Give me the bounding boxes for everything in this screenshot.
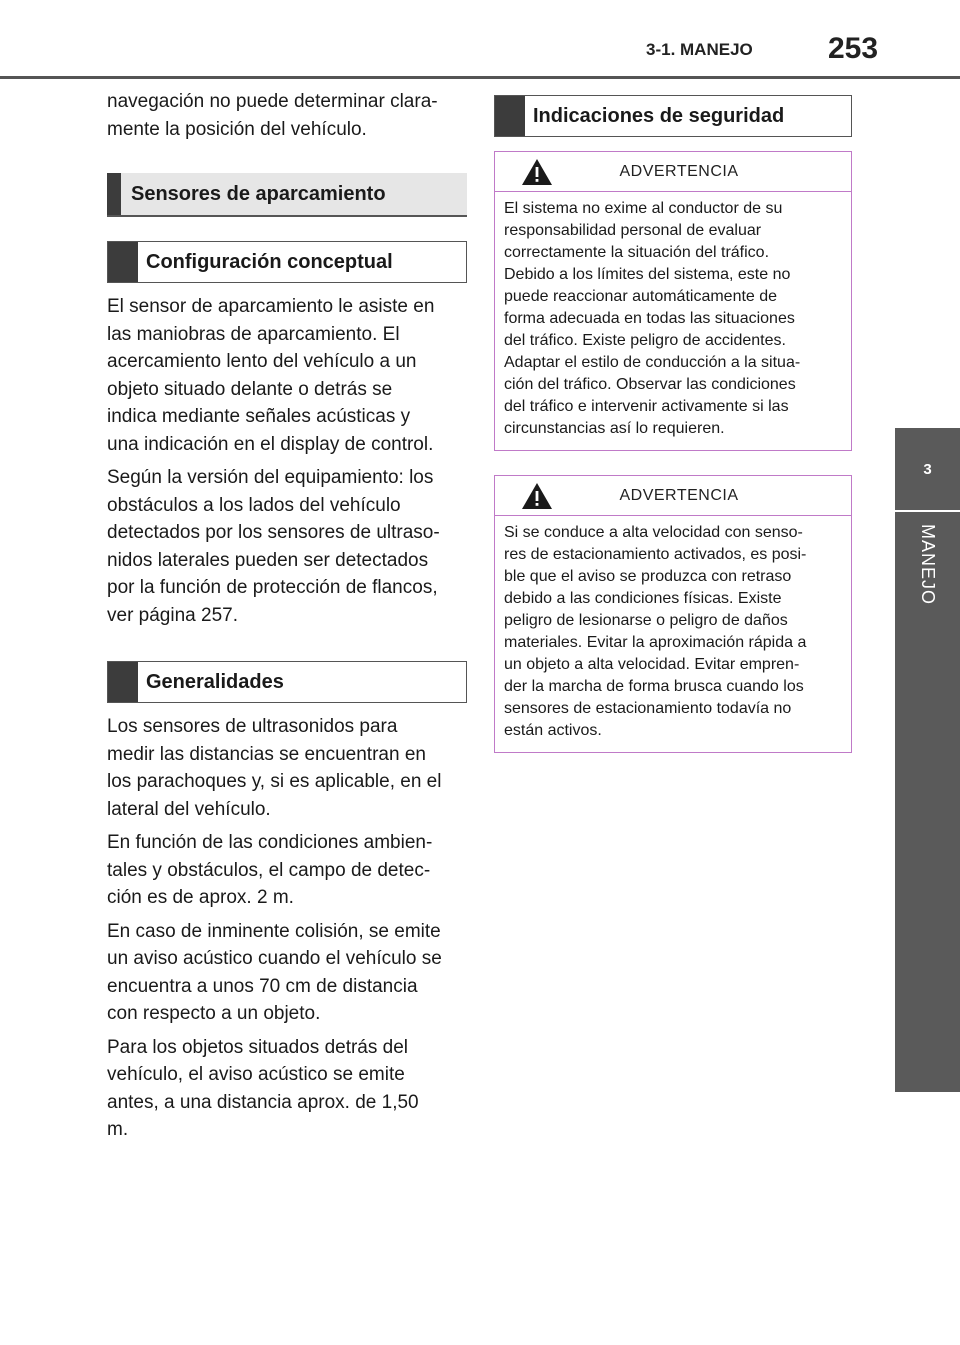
warning-box (494, 475, 852, 753)
subheading-text: Generalidades (146, 670, 284, 693)
paragraph: Para los objetos situados detrás del vehículo, el aviso acústico se emite antes, a una distancia aprox. de 1,50 m. (107, 1036, 419, 1140)
paragraph: En caso de inminente colisión, se emite un aviso acústico cuando el vehículo se encuentra a unos 70 cm de distancia con respecto a un objeto. (107, 920, 442, 1024)
page-number: 253 (828, 32, 879, 65)
header-rule (0, 76, 960, 79)
left-column (107, 88, 467, 1150)
subheading-text: Configuración conceptual (146, 250, 393, 273)
warning-box (494, 151, 852, 451)
intro-paragraph: navegación no puede determinar clara- mente la posición del vehículo. (107, 91, 438, 140)
subheading-indicaciones (494, 95, 852, 137)
section-heading (107, 173, 467, 217)
paragraph: Según la versión del equipamiento: los obstáculos a los lados del vehículo detectados por los sensores de ultraso- nidos laterales pueden ser detectados por la función de protección de flancos, ver página 257. (107, 467, 440, 626)
warning-text: Si se conduce a alta velocidad con senso- res de estacionamiento activados, es posi- ble que el aviso se produzca con retraso debido a las condiciones físicas. Existe peligro de lesionarse o peligro de daños materiales. Evitar la aproximación rápida a un objeto a alta velocidad. Evitar empren- der la marcha de forma brusca cuando los sensores de estacionamiento todavía no están activos. (504, 524, 807, 739)
warning-label: ADVERTENCIA (619, 162, 739, 180)
section-heading-text: Sensores de aparcamiento (131, 182, 386, 205)
warning-triangle-icon (521, 158, 553, 186)
chapter-tab-label-text: MANEJO (918, 524, 938, 606)
warning-label: ADVERTENCIA (619, 486, 739, 504)
paragraph: Los sensores de ultrasonidos para medir las distancias se encuentran en los parachoques y, si es aplicable, en el lateral del vehículo. (107, 716, 442, 820)
warning-text: El sistema no exime al conductor de su responsabilidad personal de evaluar correctamente la situación del tráfico. Debido a los límites del sistema, este no puede reaccionar automáticamente de forma adecuada en todas las situaciones del tráfico. Existe peligro de accidentes. Adaptar el estilo de conducción a la situa- ción del tráfico. Observar las condiciones del tráfico e intervenir activamente si las circunstancias así lo requieren. (504, 200, 801, 437)
warning-header (495, 152, 851, 192)
header-section-title: 3-1. MANEJO (646, 40, 753, 59)
subheading-bar (495, 96, 525, 136)
subheading-generalidades (107, 661, 467, 703)
chapter-tab-label (895, 512, 960, 1092)
subheading-configuracion (107, 241, 467, 283)
section-heading-bar (107, 173, 121, 215)
paragraph: El sensor de aparcamiento le asiste en las maniobras de aparcamiento. El acercamiento lento del vehículo a un objeto situado delante o detrás se indica mediante señales acústicas y una indicación en el display de control. (107, 296, 435, 455)
subheading-bar (108, 242, 138, 282)
paragraph: En función de las condiciones ambien- tales y obstáculos, el campo de detec- ción es de aprox. 2 m. (107, 832, 433, 908)
warning-header (495, 476, 851, 516)
warning-triangle-icon (521, 482, 553, 510)
subheading-text: Indicaciones de seguridad (533, 104, 785, 127)
right-column (494, 95, 852, 753)
subheading-bar (108, 662, 138, 702)
chapter-tab-number: 3 (895, 428, 960, 510)
